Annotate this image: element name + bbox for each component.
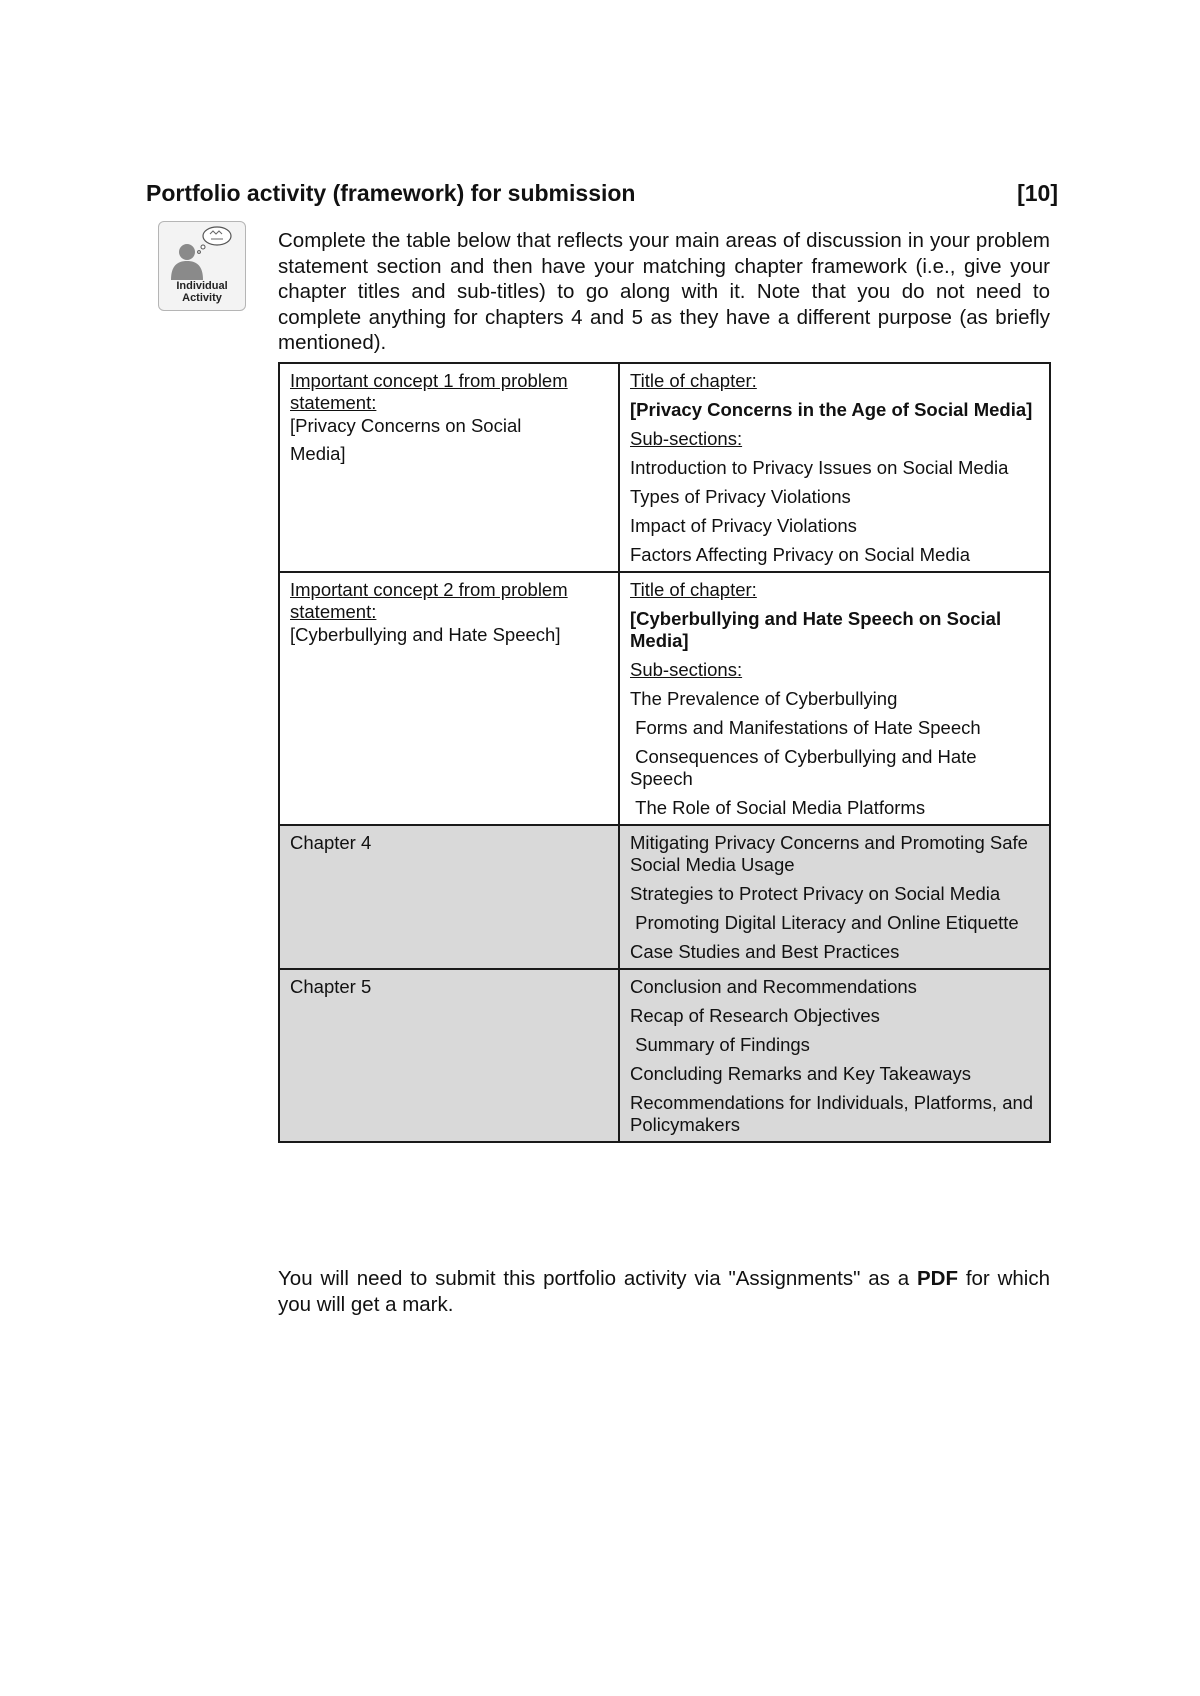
icon-caption-line1: Individual xyxy=(176,280,228,292)
submission-note-part1: You will need to submit this portfolio activity via "Assignments" as a xyxy=(278,1267,917,1290)
chapter-2-title: [Cyberbullying and Hate Speech on Social Media] xyxy=(630,608,1002,651)
chapter-1-subsection: Factors Affecting Privacy on Social Media xyxy=(630,544,971,565)
page-heading xyxy=(146,180,1058,207)
marks-label: [10] xyxy=(1017,180,1058,206)
pdf-emphasis: PDF xyxy=(916,1267,958,1290)
chapter-5-item: Summary of Findings xyxy=(630,1034,810,1055)
instructions-paragraph: Complete the table below that reflects your main areas of discussion in your problem statement section and then have your matching chapter framework (i.e., give your chapter titles and sub-titles) to go along with it. Note that you do not need to complete anything for chapters 4 and 5 as they have a different purpose (as briefly mentioned). xyxy=(278,229,1050,355)
chapter-2-subsection: Forms and Manifestations of Hate Speech xyxy=(630,717,981,738)
concept-1-value-line1: [Privacy Concerns on Social xyxy=(290,415,522,436)
table-row xyxy=(279,363,1050,572)
chapter-5-item: Concluding Remarks and Key Takeaways xyxy=(630,1063,972,1084)
chapter-framework-table xyxy=(278,362,1051,1143)
individual-activity-icon xyxy=(158,221,246,311)
chapter-1-title: [Privacy Concerns in the Age of Social Media] xyxy=(630,399,1033,420)
concept-1-value-line2: Media] xyxy=(290,443,346,464)
chapter-5-item: Recommendations for Individuals, Platforms, and Policymakers xyxy=(630,1092,1034,1135)
concept-2-label: Important concept 2 from problem statement: xyxy=(290,579,568,622)
chapter-4-item: Strategies to Protect Privacy on Social Media xyxy=(630,883,1001,904)
chapter-1-subsection: Impact of Privacy Violations xyxy=(630,515,857,536)
submission-note xyxy=(278,1266,1050,1318)
chapter-4-label: Chapter 4 xyxy=(290,832,372,853)
chapter-4-item: Mitigating Privacy Concerns and Promoting Safe Social Media Usage xyxy=(630,832,1028,875)
chapter-4-item: Case Studies and Best Practices xyxy=(630,941,900,962)
chapter-2-subsection: The Prevalence of Cyberbullying xyxy=(630,688,898,709)
chapter-1-title-label: Title of chapter: xyxy=(630,370,757,391)
table-row xyxy=(279,825,1050,969)
chapter-5-label-cell xyxy=(279,969,619,1142)
chapter-2-subsection: The Role of Social Media Platforms xyxy=(630,797,926,818)
chapter-2-title-label: Title of chapter: xyxy=(630,579,757,600)
chapter-5-item: Recap of Research Objectives xyxy=(630,1005,880,1026)
chapter-5-item: Conclusion and Recommendations xyxy=(630,976,917,997)
concept-2-cell xyxy=(279,572,619,825)
chapter-2-subsections-label: Sub-sections: xyxy=(630,659,743,680)
chapter-1-subsections-label: Sub-sections: xyxy=(630,428,743,449)
concept-2-value: [Cyberbullying and Hate Speech] xyxy=(290,624,561,645)
chapter-1-subsection: Introduction to Privacy Issues on Social Media xyxy=(630,457,1009,478)
concept-1-label: Important concept 1 from problem statement: xyxy=(290,370,568,413)
page-title: Portfolio activity (framework) for submission xyxy=(146,180,636,206)
chapter-4-content-cell xyxy=(619,825,1050,969)
concept-1-cell xyxy=(279,363,619,572)
chapter-1-cell xyxy=(619,363,1050,572)
table-row xyxy=(279,969,1050,1142)
chapter-5-content-cell xyxy=(619,969,1050,1142)
chapter-2-cell xyxy=(619,572,1050,825)
chapter-2-subsection: Consequences of Cyberbullying and Hate Speech xyxy=(630,746,982,789)
icon-caption-line2: Activity xyxy=(182,292,222,304)
chapter-4-label-cell xyxy=(279,825,619,969)
chapter-4-item: Promoting Digital Literacy and Online Etiquette xyxy=(630,912,1019,933)
chapter-1-subsection: Types of Privacy Violations xyxy=(630,486,851,507)
table-row xyxy=(279,572,1050,825)
chapter-5-label: Chapter 5 xyxy=(290,976,372,997)
submission-note-part2: for which you will get a mark. xyxy=(278,1267,1050,1316)
